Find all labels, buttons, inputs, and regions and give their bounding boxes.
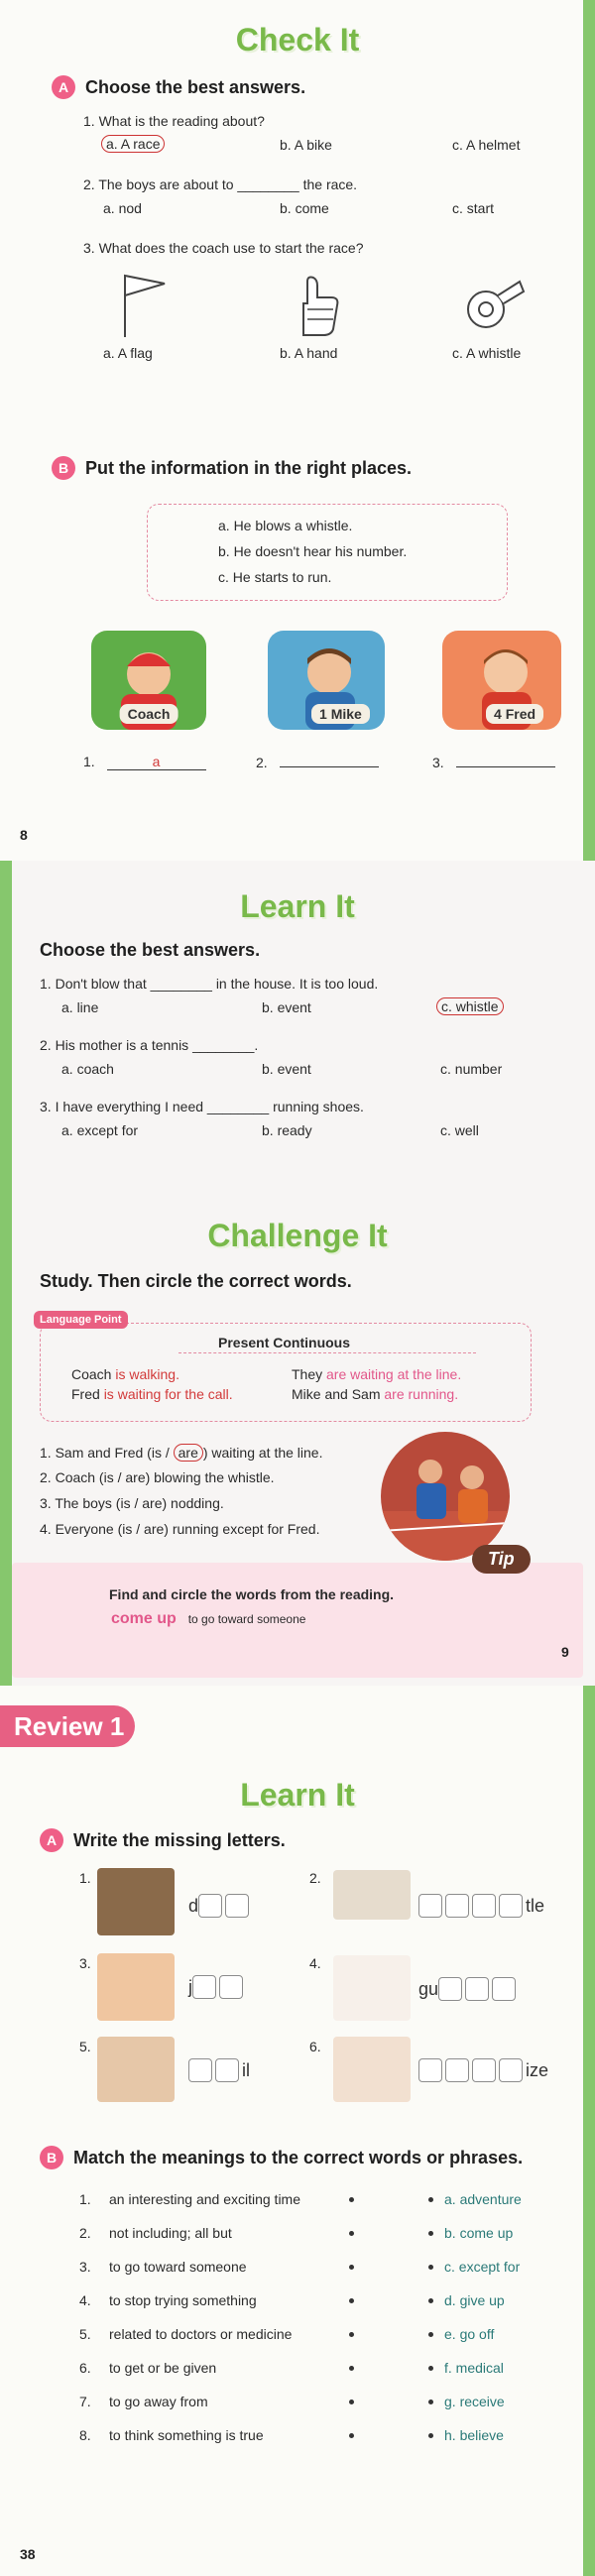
info-item-b: b. He doesn't hear his number. — [218, 543, 408, 559]
learn-question-2: 2. His mother is a tennis ________. — [40, 1037, 259, 1053]
match-dot-left[interactable] — [349, 2366, 354, 2371]
match-meaning: to get or be given — [109, 2360, 217, 2376]
match-meaning: not including; all but — [109, 2225, 232, 2241]
question-3: 3. What does the coach use to start the race? — [83, 240, 364, 256]
page-9 — [0, 861, 595, 1686]
match-number: 4. — [79, 2292, 91, 2308]
review-item-3-word[interactable]: j — [188, 1975, 246, 1999]
review-tab: Review 1 — [0, 1705, 135, 1747]
match-dot-right[interactable] — [428, 2197, 433, 2202]
review-item-4-num: 4. — [309, 1955, 321, 1971]
q2-option-a[interactable]: a. nod — [103, 200, 142, 216]
lp-title: Present Continuous — [218, 1335, 351, 1350]
girl-hair-photo — [97, 2037, 175, 2102]
review-item-5-word[interactable]: il — [188, 2058, 250, 2082]
match-row — [79, 2259, 555, 2281]
review-item-6-word[interactable]: ize — [418, 2058, 548, 2082]
review-item-5-num: 5. — [79, 2039, 91, 2054]
match-meaning: related to doctors or medicine — [109, 2326, 293, 2342]
section-a-badge: A — [52, 75, 75, 99]
learn-q2-option-a[interactable]: a. coach — [61, 1061, 114, 1077]
section-b-title: Put the information in the right places. — [85, 457, 413, 478]
coach-label: Coach — [120, 704, 178, 724]
fred-picture — [442, 631, 561, 730]
match-number: 5. — [79, 2326, 91, 2342]
match-meaning: an interesting and exciting time — [109, 2191, 300, 2207]
match-dot-left[interactable] — [349, 2197, 354, 2202]
match-dot-left[interactable] — [349, 2298, 354, 2303]
question-1: 1. What is the reading about? — [83, 113, 265, 129]
horse-photo — [97, 1868, 175, 1935]
match-word: g. receive — [444, 2394, 505, 2409]
match-dot-left[interactable] — [349, 2433, 354, 2438]
section-a-title: Choose the best answers. — [85, 76, 306, 97]
learn-q3-option-c[interactable]: c. well — [440, 1122, 479, 1138]
answer-1-value: a — [107, 754, 206, 770]
page-number-9: 9 — [561, 1644, 569, 1660]
tip-phrase: come up to go toward someone — [111, 1610, 306, 1627]
match-dot-right[interactable] — [428, 2366, 433, 2371]
q1-option-a[interactable]: a. A race — [101, 135, 165, 153]
challenge-sentence-2: 2. Coach (is / are) blowing the whistle. — [40, 1469, 275, 1485]
mike-picture — [268, 631, 385, 730]
match-dot-left[interactable] — [349, 2231, 354, 2236]
page-8 — [0, 0, 595, 861]
page-38 — [0, 1686, 595, 2576]
q3-option-b[interactable]: b. A hand — [280, 345, 338, 361]
learn-q3-option-b[interactable]: b. ready — [262, 1122, 312, 1138]
info-item-c: c. He starts to run. — [218, 569, 332, 585]
match-meaning: to go toward someone — [109, 2259, 247, 2275]
section-b-badge: B — [52, 456, 75, 480]
q3-option-c[interactable]: c. A whistle — [452, 345, 522, 361]
fred-label: 4 Fred — [486, 704, 543, 724]
tip-badge: Tip — [472, 1545, 531, 1574]
q2-option-c[interactable]: c. start — [452, 200, 495, 216]
runners-photo — [381, 1432, 510, 1561]
page-edge-strip — [583, 1686, 595, 2576]
match-row — [79, 2225, 555, 2247]
match-dot-left[interactable] — [349, 2265, 354, 2270]
match-dot-left[interactable] — [349, 2332, 354, 2337]
q1-option-c[interactable]: c. A helmet — [452, 137, 521, 153]
match-dot-right[interactable] — [428, 2433, 433, 2438]
review-section-a-header: A Write the missing letters. — [40, 1828, 286, 1852]
match-word: e. go off — [444, 2326, 495, 2342]
learn-q1-option-b[interactable]: b. event — [262, 999, 311, 1015]
match-word: b. come up — [444, 2225, 514, 2241]
match-word: a. adventure — [444, 2191, 522, 2207]
lp-example-1: Coach is walking. — [71, 1366, 179, 1382]
match-row — [79, 2360, 555, 2382]
lp-example-3: They are waiting at the line. — [292, 1366, 462, 1382]
review-item-3-num: 3. — [79, 1955, 91, 1971]
question-2: 2. The boys are about to ________ the race. — [83, 176, 358, 192]
page-edge-strip — [0, 861, 12, 1686]
match-dot-left[interactable] — [349, 2400, 354, 2404]
q2-option-b[interactable]: b. come — [280, 200, 329, 216]
match-dot-right[interactable] — [428, 2400, 433, 2404]
hand-guess-photo — [333, 1955, 411, 2021]
challenge-sentence-1: 1. Sam and Fred (is / are ) waiting at the line. — [40, 1445, 323, 1461]
thumbs-up-hand-icon — [294, 274, 343, 337]
language-point-badge: Language Point — [34, 1311, 128, 1329]
lp-example-4: Mike and Sam are running. — [292, 1386, 459, 1402]
review-learn-it-title: Learn It — [240, 1777, 355, 1813]
match-row — [79, 2427, 555, 2449]
info-item-a: a. He blows a whistle. — [218, 518, 353, 533]
whistle-icon — [462, 272, 526, 335]
review-item-4-word[interactable]: gu — [418, 1977, 519, 2001]
learn-q1-option-a[interactable]: a. line — [61, 999, 99, 1015]
learn-q3-option-a[interactable]: a. except for — [61, 1122, 139, 1138]
answer-1[interactable]: 1. a — [83, 754, 206, 770]
page-edge-strip — [583, 0, 595, 861]
q1-option-b[interactable]: b. A bike — [280, 137, 332, 153]
match-meaning: to go away from — [109, 2394, 208, 2409]
mike-label: 1 Mike — [311, 704, 370, 724]
match-dot-right[interactable] — [428, 2231, 433, 2236]
review-item-2-word[interactable]: tle — [418, 1894, 544, 1918]
challenge-it-title: Challenge It — [207, 1218, 388, 1253]
coach-picture — [91, 631, 206, 730]
review-item-2-num: 2. — [309, 1870, 321, 1886]
whistle-photo — [333, 1870, 411, 1920]
match-row — [79, 2394, 555, 2415]
boy-prize-photo — [333, 2037, 411, 2102]
review-item-6-num: 6. — [309, 2039, 321, 2054]
learn-question-3: 3. I have everything I need ________ running shoes. — [40, 1099, 364, 1114]
learn-it-title: Learn It — [240, 888, 355, 924]
page-number-8: 8 — [20, 827, 28, 843]
match-dot-right[interactable] — [428, 2265, 433, 2270]
match-number: 6. — [79, 2360, 91, 2376]
section-a-header — [52, 75, 305, 99]
tip-text: Find and circle the words from the reading. — [109, 1586, 395, 1602]
answer-2[interactable]: 2. — [256, 754, 379, 770]
learn-it-instruction: Choose the best answers. — [40, 940, 261, 960]
flag-icon — [113, 270, 173, 339]
answer-3[interactable]: 3. — [432, 754, 555, 770]
match-word: d. give up — [444, 2292, 505, 2308]
match-number: 3. — [79, 2259, 91, 2275]
match-row — [79, 2326, 555, 2348]
learn-q1-option-c[interactable]: c. whistle — [436, 997, 504, 1015]
match-number: 2. — [79, 2225, 91, 2241]
lp-example-2: Fred is waiting for the call. — [71, 1386, 233, 1402]
check-it-title: Check It — [235, 22, 360, 58]
happy-girl-photo — [97, 1953, 175, 2021]
match-word: f. medical — [444, 2360, 504, 2376]
challenge-instruction: Study. Then circle the correct words. — [40, 1271, 352, 1291]
match-number: 1. — [79, 2191, 91, 2207]
match-dot-right[interactable] — [428, 2298, 433, 2303]
page-number-38: 38 — [20, 2546, 36, 2562]
q3-option-a[interactable]: a. A flag — [103, 345, 153, 361]
match-word: c. except for — [444, 2259, 521, 2275]
section-b-header — [52, 456, 412, 480]
match-number: 8. — [79, 2427, 91, 2443]
review-item-1-word[interactable]: d — [188, 1894, 252, 1918]
learn-question-1: 1. Don't blow that ________ in the house. It is too loud. — [40, 976, 379, 992]
match-dot-right[interactable] — [428, 2332, 433, 2337]
match-row — [79, 2191, 555, 2213]
review-section-b-header: B Match the meanings to the correct words or phrases. — [40, 2146, 523, 2169]
match-meaning: to think something is true — [109, 2427, 264, 2443]
review-item-1-num: 1. — [79, 1870, 91, 1886]
match-word: h. believe — [444, 2427, 504, 2443]
learn-q2-option-b[interactable]: b. event — [262, 1061, 311, 1077]
match-row — [79, 2292, 555, 2314]
challenge-sentence-4: 4. Everyone (is / are) running except for Fred. — [40, 1521, 320, 1537]
learn-q2-option-c[interactable]: c. number — [440, 1061, 503, 1077]
match-number: 7. — [79, 2394, 91, 2409]
challenge-sentence-3: 3. The boys (is / are) nodding. — [40, 1495, 224, 1511]
match-meaning: to stop trying something — [109, 2292, 257, 2308]
